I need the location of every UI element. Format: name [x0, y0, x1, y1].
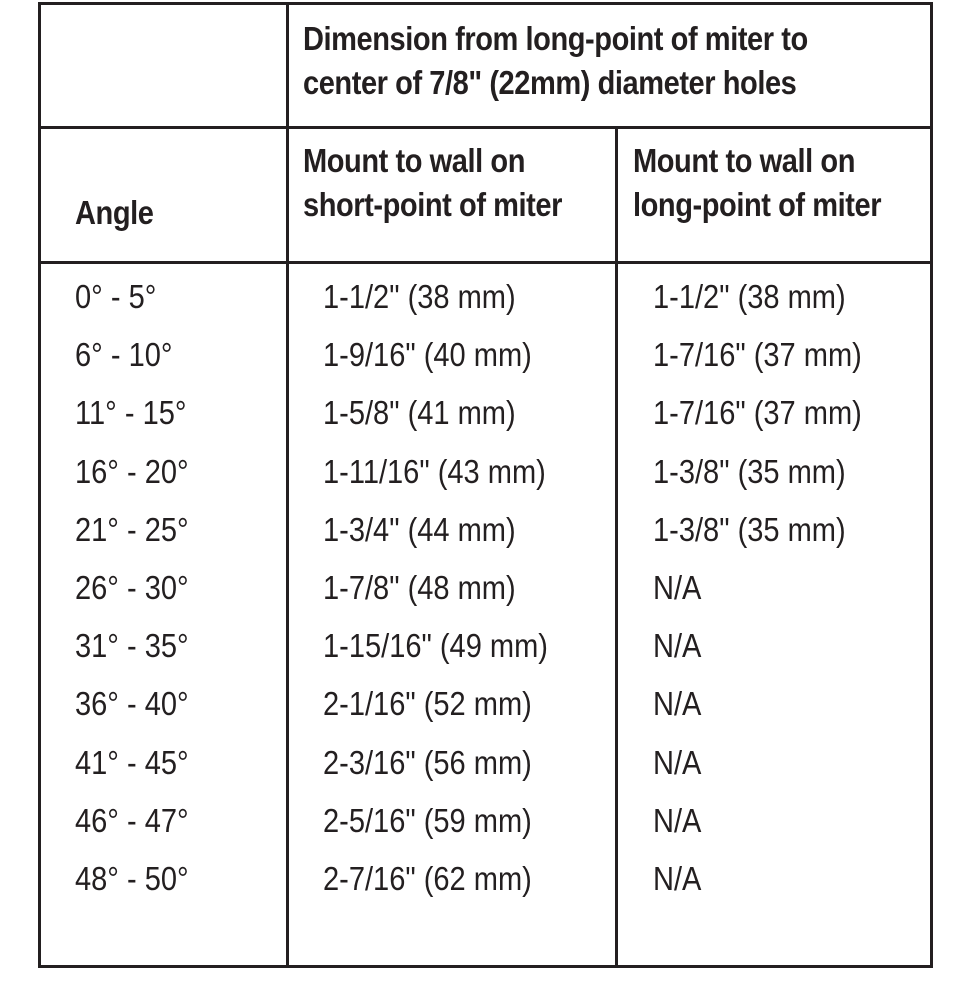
table-row: [41, 385, 930, 443]
long-point-cell: N/A: [653, 801, 702, 839]
short-point-cell: 1-7/8" (48 mm): [323, 568, 516, 606]
long-point-cell: N/A: [653, 859, 702, 897]
table-row: [41, 444, 930, 502]
group-header: [303, 17, 808, 105]
short-point-cell: 1-3/4" (44 mm): [323, 510, 516, 548]
short-point-header-line1: Mount to wall on: [303, 142, 526, 179]
table-row: [41, 851, 930, 909]
angle-cell: 48° - 50°: [75, 859, 189, 897]
long-point-cell: 1-7/16" (37 mm): [653, 336, 862, 374]
long-point-cell: 1-7/16" (37 mm): [653, 394, 862, 432]
short-point-cell: 2-1/16" (52 mm): [323, 685, 532, 723]
long-point-cell: 1-3/8" (35 mm): [653, 510, 846, 548]
angle-column-header: Angle: [75, 194, 154, 231]
table-row: [41, 618, 930, 676]
angle-cell: 16° - 20°: [75, 452, 189, 490]
table-row: [41, 502, 930, 560]
long-point-cell: N/A: [653, 627, 702, 665]
long-point-cell: N/A: [653, 568, 702, 606]
angle-cell: 21° - 25°: [75, 510, 189, 548]
long-point-cell: 1-3/8" (35 mm): [653, 452, 846, 490]
table-body: [41, 269, 930, 909]
short-point-cell: 1-1/2" (38 mm): [323, 278, 516, 315]
angle-cell: 26° - 30°: [75, 568, 189, 606]
long-point-header-line1: Mount to wall on: [633, 142, 856, 179]
header-divider-body: [41, 261, 930, 264]
angle-cell: 41° - 45°: [75, 743, 189, 781]
long-point-column-header: [633, 139, 881, 227]
table-row: [41, 793, 930, 851]
angle-cell: 0° - 5°: [75, 278, 157, 315]
short-point-cell: 1-15/16" (49 mm): [323, 627, 548, 665]
short-point-header-line2: short-point of miter: [303, 186, 562, 223]
angle-cell: 6° - 10°: [75, 336, 173, 374]
long-point-cell: N/A: [653, 685, 702, 723]
group-header-line1: Dimension from long-point of miter to: [303, 20, 808, 57]
angle-cell: 31° - 35°: [75, 627, 189, 665]
table-row: [41, 327, 930, 385]
angle-cell: 36° - 40°: [75, 685, 189, 723]
short-point-cell: 1-11/16" (43 mm): [323, 452, 546, 490]
table-row: [41, 735, 930, 793]
short-point-cell: 2-7/16" (62 mm): [323, 859, 532, 897]
short-point-cell: 1-5/8" (41 mm): [323, 394, 516, 432]
dimension-table: [38, 2, 933, 968]
table-row: [41, 269, 930, 327]
long-point-cell: N/A: [653, 743, 702, 781]
table-row: [41, 560, 930, 618]
long-point-header-line2: long-point of miter: [633, 186, 882, 223]
angle-cell: 46° - 47°: [75, 801, 189, 839]
header-divider-group: [41, 126, 930, 129]
long-point-cell: 1-1/2" (38 mm): [653, 278, 846, 315]
table-row: [41, 676, 930, 734]
group-header-line2: center of 7/8" (22mm) diameter holes: [303, 64, 797, 101]
short-point-column-header: [303, 139, 562, 227]
angle-cell: 11° - 15°: [75, 394, 187, 432]
short-point-cell: 2-5/16" (59 mm): [323, 801, 532, 839]
short-point-cell: 2-3/16" (56 mm): [323, 743, 532, 781]
short-point-cell: 1-9/16" (40 mm): [323, 336, 532, 374]
